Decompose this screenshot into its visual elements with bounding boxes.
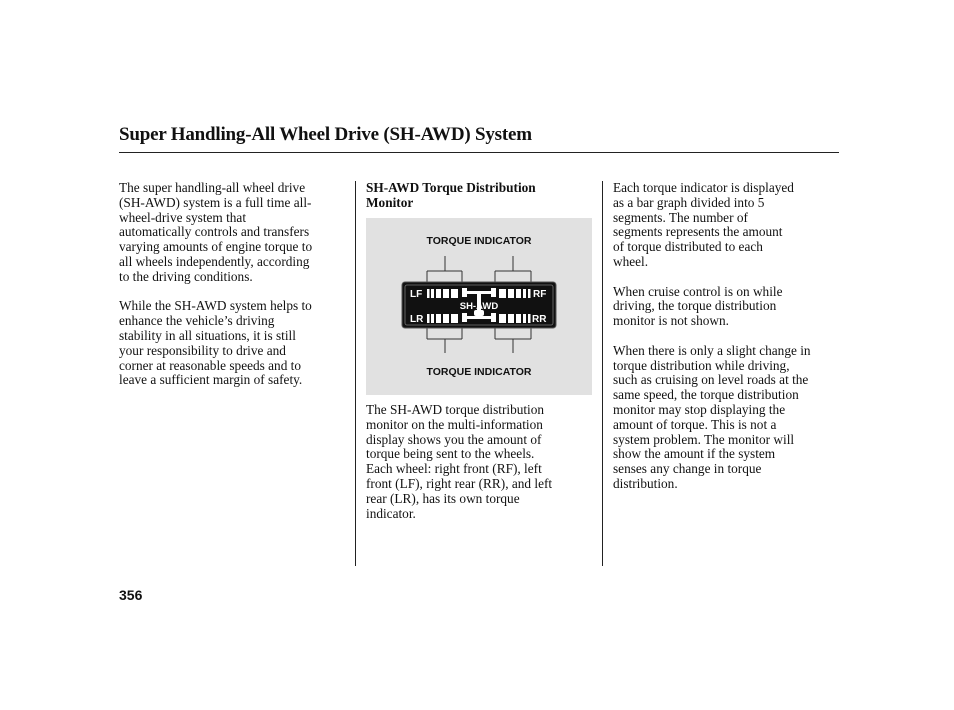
lr-label: LR (410, 314, 424, 325)
rf-label: RF (533, 289, 547, 300)
lf-label: LF (410, 289, 423, 300)
torque-indicator-label-top: TORQUE INDICATOR (426, 235, 532, 247)
col1-paragraph-2: While the SH-AWD system helps to enhance the vehicle’s driving stability in all situations, it is still your responsibility to drive and corner at reasonable speeds and to leave a sufficient margin of safety. (119, 298, 312, 388)
section-heading: SH-AWD Torque Distribution Monitor (366, 180, 536, 210)
page-number: 356 (119, 587, 143, 603)
sh-awd-label: SH-AWD (459, 301, 499, 312)
column-3 (613, 181, 841, 507)
column-divider-2 (602, 181, 603, 566)
torque-monitor-diagram (366, 218, 592, 395)
col3-paragraph-1: Each torque indicator is displayed as a bar graph divided into 5 segments. The number of segments represents the amount of torque distributed to each wheel. (613, 180, 794, 269)
torque-indicator-label-bottom: TORQUE INDICATOR (426, 366, 532, 378)
bottom-callout-lines (427, 326, 531, 353)
column-1 (119, 181, 347, 403)
col3-paragraph-3: When there is only a slight change in torque distribution while driving, such as cruising on level roads at the same speed, the torque distribution monitor may stop displaying the amount of torque. This is not a system problem. The monitor will show the amount if the system senses any change in torque distribution. (613, 342, 811, 491)
column-divider-1 (355, 181, 356, 566)
col1-paragraph-1: The super handling-all wheel drive (SH-AWD) system is a full time all- wheel-drive system that automatically controls and transfers varying amounts of engine torque to all wheels independently, according to the driving conditions. (119, 180, 313, 284)
rr-label: RR (532, 314, 547, 325)
col2-paragraph-1: The SH-AWD torque distribution monitor on the multi-information display shows you the amount of torque being sent to the wheels. Each wheel: right front (RF), left front (LF), right rear (RR), and left rear (LR), has its own torque indicator. (366, 402, 553, 521)
col3-paragraph-2: When cruise control is on while driving, the torque distribution monitor is not shown. (613, 283, 783, 329)
page-title: Super Handling-All Wheel Drive (SH-AWD) System (119, 124, 532, 145)
title-rule (119, 152, 839, 153)
torque-monitor-figure (366, 218, 592, 395)
